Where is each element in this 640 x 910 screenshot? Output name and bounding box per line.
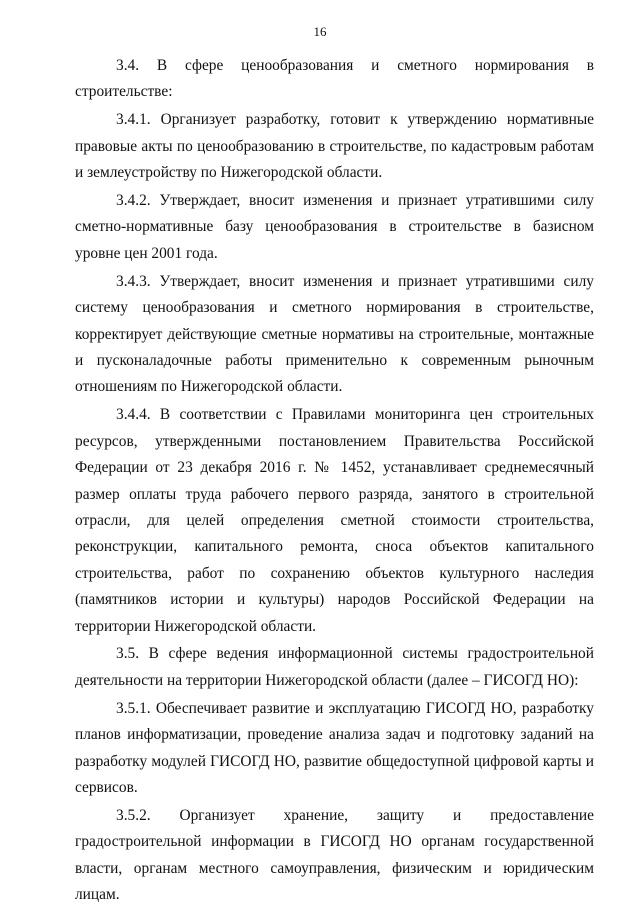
paragraph-3-4: 3.4. В сфере ценообразования и сметного нормирования в строительстве: [75, 57, 594, 101]
paragraph-3-4-2: 3.4.2. Утверждает, вносит изменения и признает утратившими силу сметно-нормативные базу ценообразования в строительстве в базисном уровне цен 2001 года. [75, 192, 594, 262]
paragraph-3-4-4: 3.4.4. В соответствии с Правилами мониторинга цен строительных ресурсов, утвержденными постановлением Правительства Российской Федерации от 23 декабря 2016 г. № 1452, устанавливает среднемесячный размер оплаты труда рабочего первого разряда, занятого в строительной отрасли, для целей определения сметной стоимости строительства, реконструкции, капитального ремонта, сноса объектов капитального строительства, работ по сохранению объектов культурного наследия (памятников истории и культуры) народов Российской Федерации на территории Нижегородской области. [75, 406, 594, 635]
paragraph-3-5-2: 3.5.2. Организует хранение, защиту и предоставление градостроительной информации в ГИСОГД НО органам государственной власти, органам местного самоуправления, физическим и юридическим лицам. [75, 806, 594, 904]
paragraph-3-5-1: 3.5.1. Обеспечивает развитие и эксплуатацию ГИСОГД НО, разработку планов информатизации, проведение анализа задач и подготовку заданий на разработку модулей ГИСОГД НО, развитие общедоступной цифровой карты и сервисов. [75, 699, 594, 796]
paragraph-3-5: 3.5. В сфере ведения информационной системы градостроительной деятельности на территории Нижегородской области (далее – ГИСОГД НО): [75, 645, 594, 689]
paragraph-3-4-3: 3.4.3. Утверждает, вносит изменения и признает утратившими силу систему ценообразования и сметного нормирования в строительстве, корректирует действующие сметные нормативы на строительные, монтажные и пусконаладочные работы применительно к современным рыночным отношениям по Нижегородской области. [75, 272, 594, 396]
page-number: 16 [313, 24, 327, 39]
document-body [75, 53, 594, 910]
paragraph-3-4-1: 3.4.1. Организует разработку, готовит к утверждению нормативные правовые акты по ценообразованию в строительстве, по кадастровым работам и землеустройству по Нижегородской области. [75, 111, 594, 182]
